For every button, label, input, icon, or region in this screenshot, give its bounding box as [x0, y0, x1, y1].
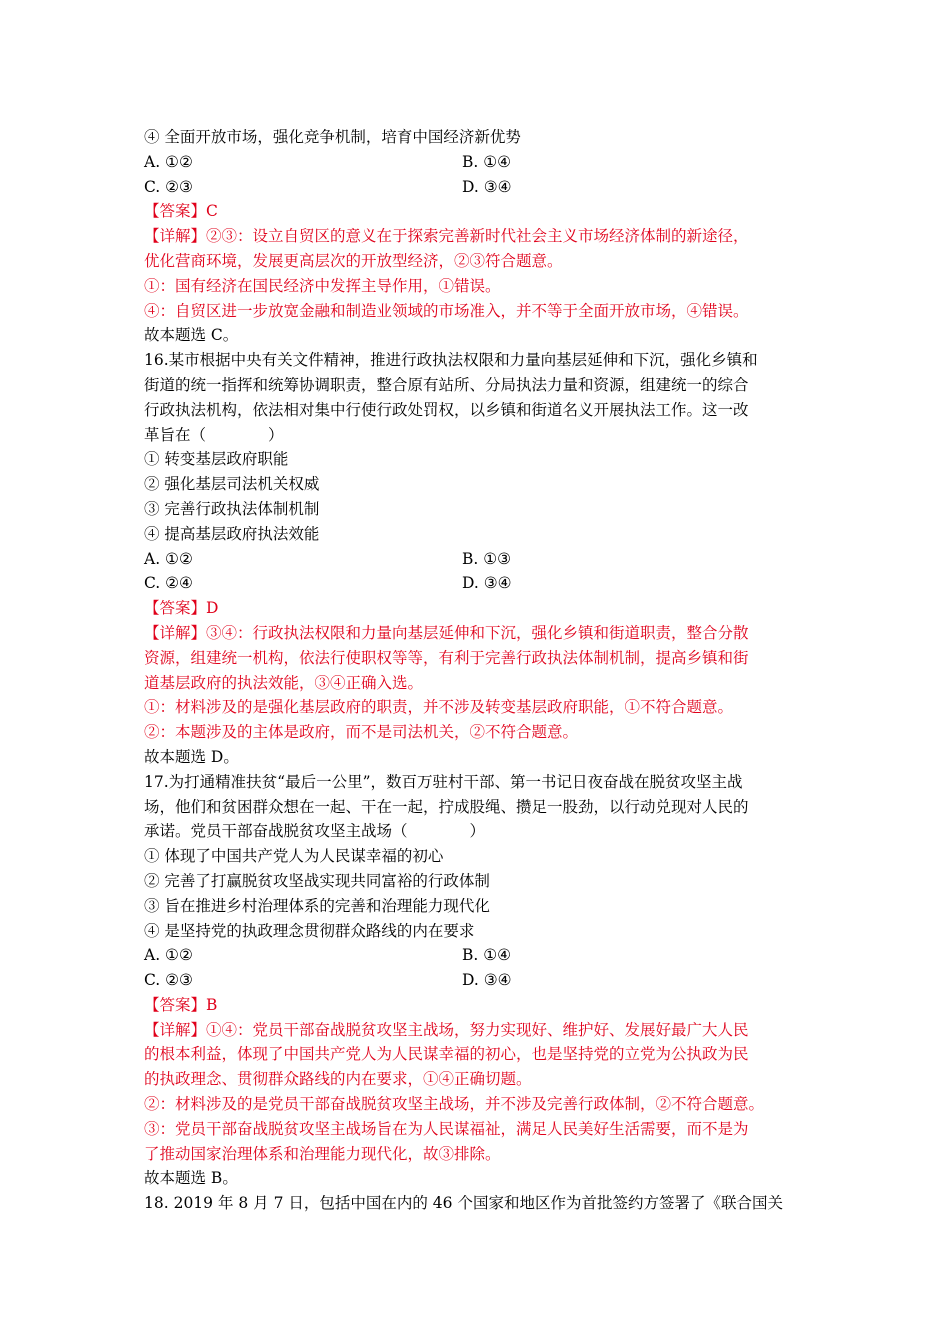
- explanation-line: ②：材料涉及的是党员干部奋战脱贫攻坚主战场，并不涉及完善行政体制，②不符合题意。: [144, 1095, 765, 1114]
- option-3: ③ 完善行政执法体制机制: [144, 499, 320, 518]
- question-stem: 18. 2019 年 8 月 7 日，包括中国在内的 46 个国家和地区作为首批签约方签署了《联合国关: [144, 1194, 783, 1213]
- question-16: [144, 348, 809, 770]
- choices-row: [144, 547, 809, 572]
- conclusion: 故本题选 B。: [144, 1169, 238, 1188]
- choices-row: [144, 571, 809, 596]
- option-1: ① 体现了中国共产党人为人民谋幸福的初心: [144, 847, 444, 866]
- explanation-line: 【详解】①④：党员干部奋战脱贫攻坚主战场，努力实现好、维护好、发展好最广大人民: [144, 1020, 749, 1039]
- question-stem: 17.为打通精准扶贫“最后一公里”，数百万驻村干部、第一书记日夜奋战在脱贫攻坚主战: [144, 772, 743, 791]
- choice-b: B. ①④: [462, 946, 512, 965]
- option-4: ④ 全面开放市场，强化竞争机制，培育中国经济新优势: [144, 128, 521, 146]
- choices-row: [144, 150, 809, 175]
- conclusion: 故本题选 D。: [144, 747, 239, 766]
- explanation-line: ③：党员干部奋战脱贫攻坚主战场旨在为人民谋福祉，满足人民美好生活需要，而不是为: [144, 1119, 749, 1138]
- option-3: ③ 旨在推进乡村治理体系的完善和治理能力现代化: [144, 896, 490, 915]
- explanation-line: 【详解】③④：行政执法权限和力量向基层延伸和下沉，强化乡镇和街道职责，整合分散: [144, 623, 749, 642]
- question-stem: 行政执法机构，依法相对集中行使行政处罚权，以乡镇和街道名义开展执法工作。这一改: [144, 400, 749, 419]
- question-stem: 承诺。党员干部奋战脱贫攻坚主战场（ ）: [144, 822, 486, 841]
- option-1: ① 转变基层政府职能: [144, 450, 289, 469]
- question-stem: 街道的统一指挥和统筹协调职责，整合原有站所、分局执法力量和资源，组建统一的综合: [144, 375, 749, 394]
- choice-b: B. ①④: [462, 152, 512, 171]
- choice-d: D. ③④: [462, 971, 512, 990]
- option-4: ④ 提高基层政府执法效能: [144, 524, 320, 543]
- choice-a: A. ①②: [144, 152, 193, 171]
- choice-c: C. ②③: [144, 971, 193, 990]
- explanation-line: 的根本利益，体现了中国共产党人为人民谋幸福的初心，也是坚持党的立党为公执政为民: [144, 1045, 749, 1064]
- option-2: ② 强化基层司法机关权威: [144, 475, 320, 494]
- choices-row: [144, 968, 809, 993]
- explanation-line: 优化营商环境，发展更高层次的开放型经济，②③符合题意。: [144, 251, 563, 270]
- explanation-line: 【详解】②③：设立自贸区的意义在于探索完善新时代社会主义市场经济体制的新途径，: [144, 227, 749, 246]
- answer-label: 【答案】C: [144, 202, 218, 221]
- option-4: ④ 是坚持党的执政理念贯彻群众路线的内在要求: [144, 921, 475, 940]
- answer-label: 【答案】B: [144, 995, 218, 1014]
- option-2: ② 完善了打赢脱贫攻坚战实现共同富裕的行政体制: [144, 871, 490, 890]
- choice-d: D. ③④: [462, 177, 512, 196]
- document-page: [144, 125, 809, 1216]
- choice-b: B. ①③: [462, 549, 512, 568]
- choice-c: C. ②④: [144, 574, 193, 593]
- question-18: [144, 1191, 809, 1216]
- explanation-line: 道基层政府的执法效能，③④正确入选。: [144, 673, 424, 692]
- choice-c: C. ②③: [144, 177, 193, 196]
- answer-label: 【答案】D: [144, 599, 219, 618]
- explanation-line: ①：材料涉及的是强化基层政府的职责，并不涉及转变基层政府职能，①不符合题意。: [144, 698, 734, 717]
- question-15: [144, 125, 809, 348]
- explanation-line: 资源，组建统一机构，依法行使职权等等，有利于完善行政执法体制机制，提高乡镇和街: [144, 648, 749, 667]
- choices-row: [144, 943, 809, 968]
- question-stem: 革旨在（ ）: [144, 425, 284, 444]
- choices-row: [144, 175, 809, 200]
- explanation-line: ①：国有经济在国民经济中发挥主导作用，①错误。: [144, 276, 501, 295]
- explanation-line: 的执政理念、贯彻群众路线的内在要求，①④正确切题。: [144, 1070, 532, 1089]
- question-stem: 16.某市根据中央有关文件精神，推进行政执法权限和力量向基层延伸和下沉，强化乡镇和: [144, 351, 758, 370]
- choice-a: A. ①②: [144, 946, 193, 965]
- explanation-line: ②：本题涉及的主体是政府，而不是司法机关，②不符合题意。: [144, 723, 579, 742]
- choice-d: D. ③④: [462, 574, 512, 593]
- question-17: [144, 770, 809, 1192]
- question-stem: 场，他们和贫困群众想在一起、干在一起，拧成股绳、攒足一股劲，以行动兑现对人民的: [144, 797, 749, 816]
- explanation-line: 了推动国家治理体系和治理能力现代化，故③排除。: [144, 1144, 501, 1163]
- explanation-line: ④：自贸区进一步放宽金融和制造业领域的市场准入，并不等于全面开放市场，④错误。: [144, 301, 749, 320]
- choice-a: A. ①②: [144, 549, 193, 568]
- conclusion: 故本题选 C。: [144, 326, 239, 345]
